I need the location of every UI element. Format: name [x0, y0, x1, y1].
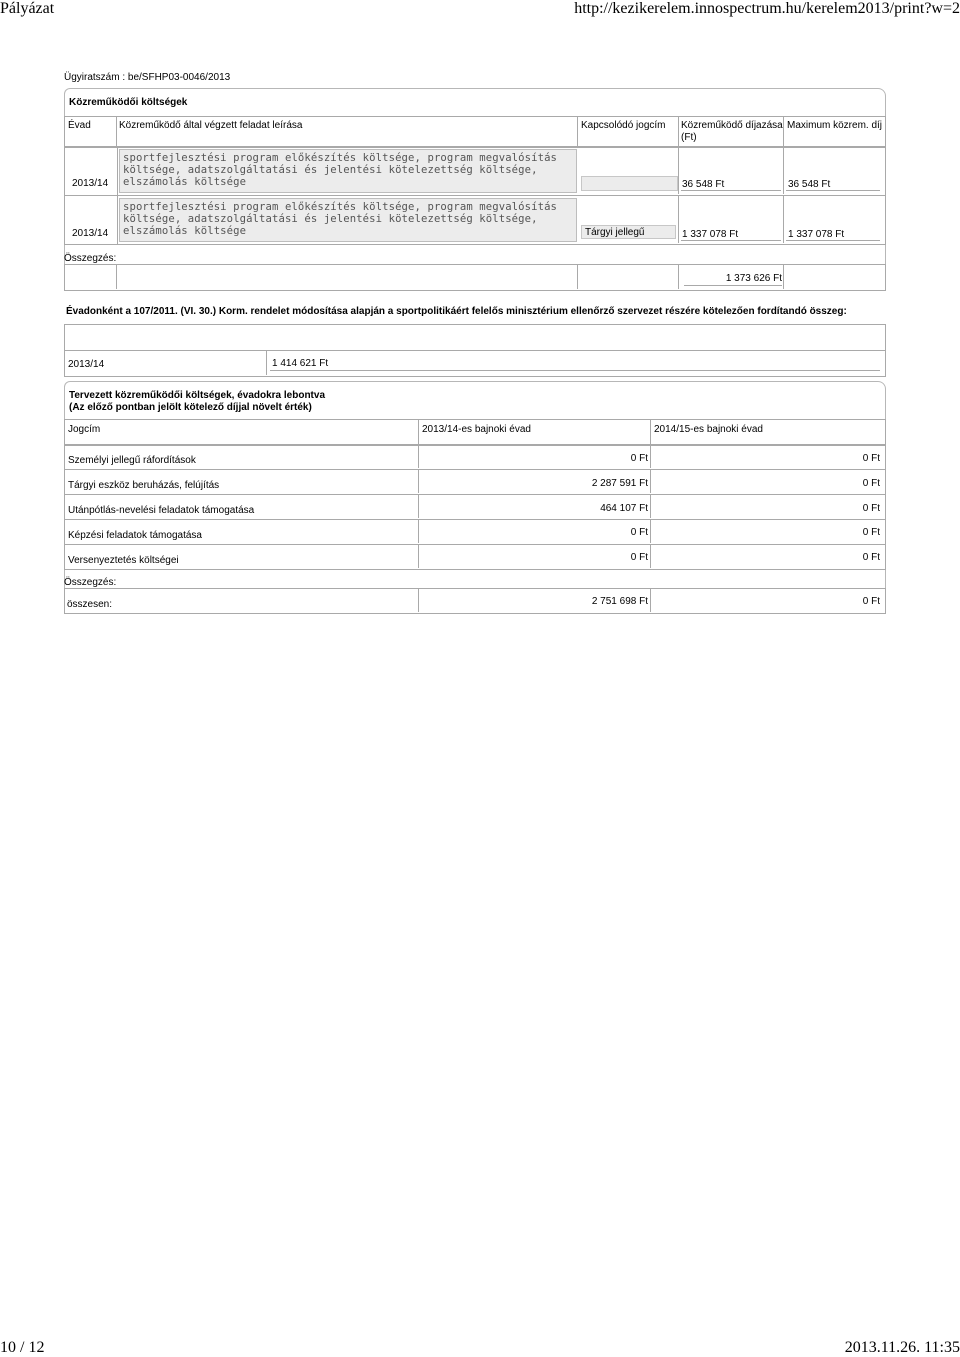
planned-col-season1: 2013/14-es bajnoki évad: [422, 424, 531, 435]
planned-row-v1: 0 Ft: [630, 552, 648, 563]
planned-summary-label: Összegzés:: [64, 577, 117, 588]
planned-title-line2: (Az előző pontban jelölt kötelező díjjal növelt érték): [69, 402, 312, 413]
planned-row-v2: 0 Ft: [862, 552, 880, 563]
mandatory-amount: 1 414 621 Ft: [272, 358, 329, 369]
costs-row-season: 2013/14: [72, 228, 109, 239]
costs-summary-label: Összegzés:: [64, 253, 117, 264]
planned-row-v2: 0 Ft: [862, 478, 880, 489]
print-timestamp: 2013.11.26. 11:35: [844, 1339, 960, 1356]
planned-row-v1: 0 Ft: [630, 453, 648, 464]
planned-row-v2: 0 Ft: [862, 527, 880, 538]
mandatory-section-title: Évadonként a 107/2011. (VI. 30.) Korm. rendelet módosítása alapján a sportpolitikáért felelős minisztérium ellenőrző szervezet részére kötelezően fordítandó összeg:: [66, 306, 847, 317]
planned-title-line1: Tervezett közreműködői költségek, évadokra lebontva: [69, 390, 326, 401]
costs-row-description: sportfejlesztési program előkészítés költsége, program megvalósítás költsége, adatszolgáltatási és jelentési kötelezettség költsége, elszámolás költsége: [119, 198, 577, 242]
page-header-title: Pályázat: [0, 0, 55, 17]
planned-total-label: összesen:: [67, 599, 113, 610]
planned-row-label: Tárgyi eszköz beruházás, felújítás: [68, 480, 220, 491]
costs-row-legal-basis: [581, 176, 678, 191]
costs-row-season: 2013/14: [72, 178, 109, 189]
page-header-url: http://kezikerelem.innospectrum.hu/kerelem2013/print?w=2: [574, 0, 960, 17]
planned-row-v1: 464 107 Ft: [600, 503, 648, 514]
planned-row-label: Képzési feladatok támogatása: [68, 530, 202, 541]
mandatory-spacer-row: [64, 324, 886, 351]
col-legal-basis-header: Kapcsolódó jogcím: [581, 120, 666, 131]
mandatory-row: [64, 350, 886, 377]
file-number: Ügyiratszám : be/SFHP03-0046/2013: [64, 72, 231, 83]
costs-section-title: Közreműködői költségek: [69, 97, 188, 108]
costs-summary-total: 1 373 626 Ft: [725, 273, 782, 284]
costs-row-max-fee: 36 548 Ft: [788, 179, 831, 190]
col-max-fee-header: Maximum közrem. díj: [787, 120, 883, 131]
costs-row-description: sportfejlesztési program előkészítés költsége, program megvalósítás költsége, adatszolgáltatási és jelentési kötelezettség költsége, elszámolás költsége: [119, 149, 577, 193]
planned-total-v2: 0 Ft: [862, 596, 880, 607]
planned-row-label: Utánpótlás-nevelési feladatok támogatása: [68, 505, 255, 516]
planned-row-label: Versenyeztetés költségei: [68, 555, 179, 566]
planned-row-v2: 0 Ft: [862, 503, 880, 514]
planned-col-legal-basis: Jogcím: [68, 424, 101, 435]
planned-total-v1: 2 751 698 Ft: [591, 596, 648, 607]
col-fee-header: Közreműködő díjazása (Ft): [681, 120, 783, 143]
planned-row-v2: 0 Ft: [862, 453, 880, 464]
costs-row-fee: 1 337 078 Ft: [682, 229, 739, 240]
col-season-header: Évad: [68, 120, 91, 131]
page-number: 10 / 12: [0, 1339, 45, 1356]
col-description-header: Közreműködő által végzett feladat leírása: [119, 120, 303, 131]
planned-row-v1: 0 Ft: [630, 527, 648, 538]
costs-row-fee: 36 548 Ft: [682, 179, 725, 190]
planned-col-season2: 2014/15-es bajnoki évad: [654, 424, 763, 435]
planned-row-v1: 2 287 591 Ft: [591, 478, 648, 489]
mandatory-season: 2013/14: [68, 359, 105, 370]
costs-row-max-fee: 1 337 078 Ft: [788, 229, 845, 240]
planned-row-label: Személyi jellegű ráfordítások: [68, 455, 196, 466]
costs-row-legal-basis: Tárgyi jellegű: [581, 225, 676, 239]
